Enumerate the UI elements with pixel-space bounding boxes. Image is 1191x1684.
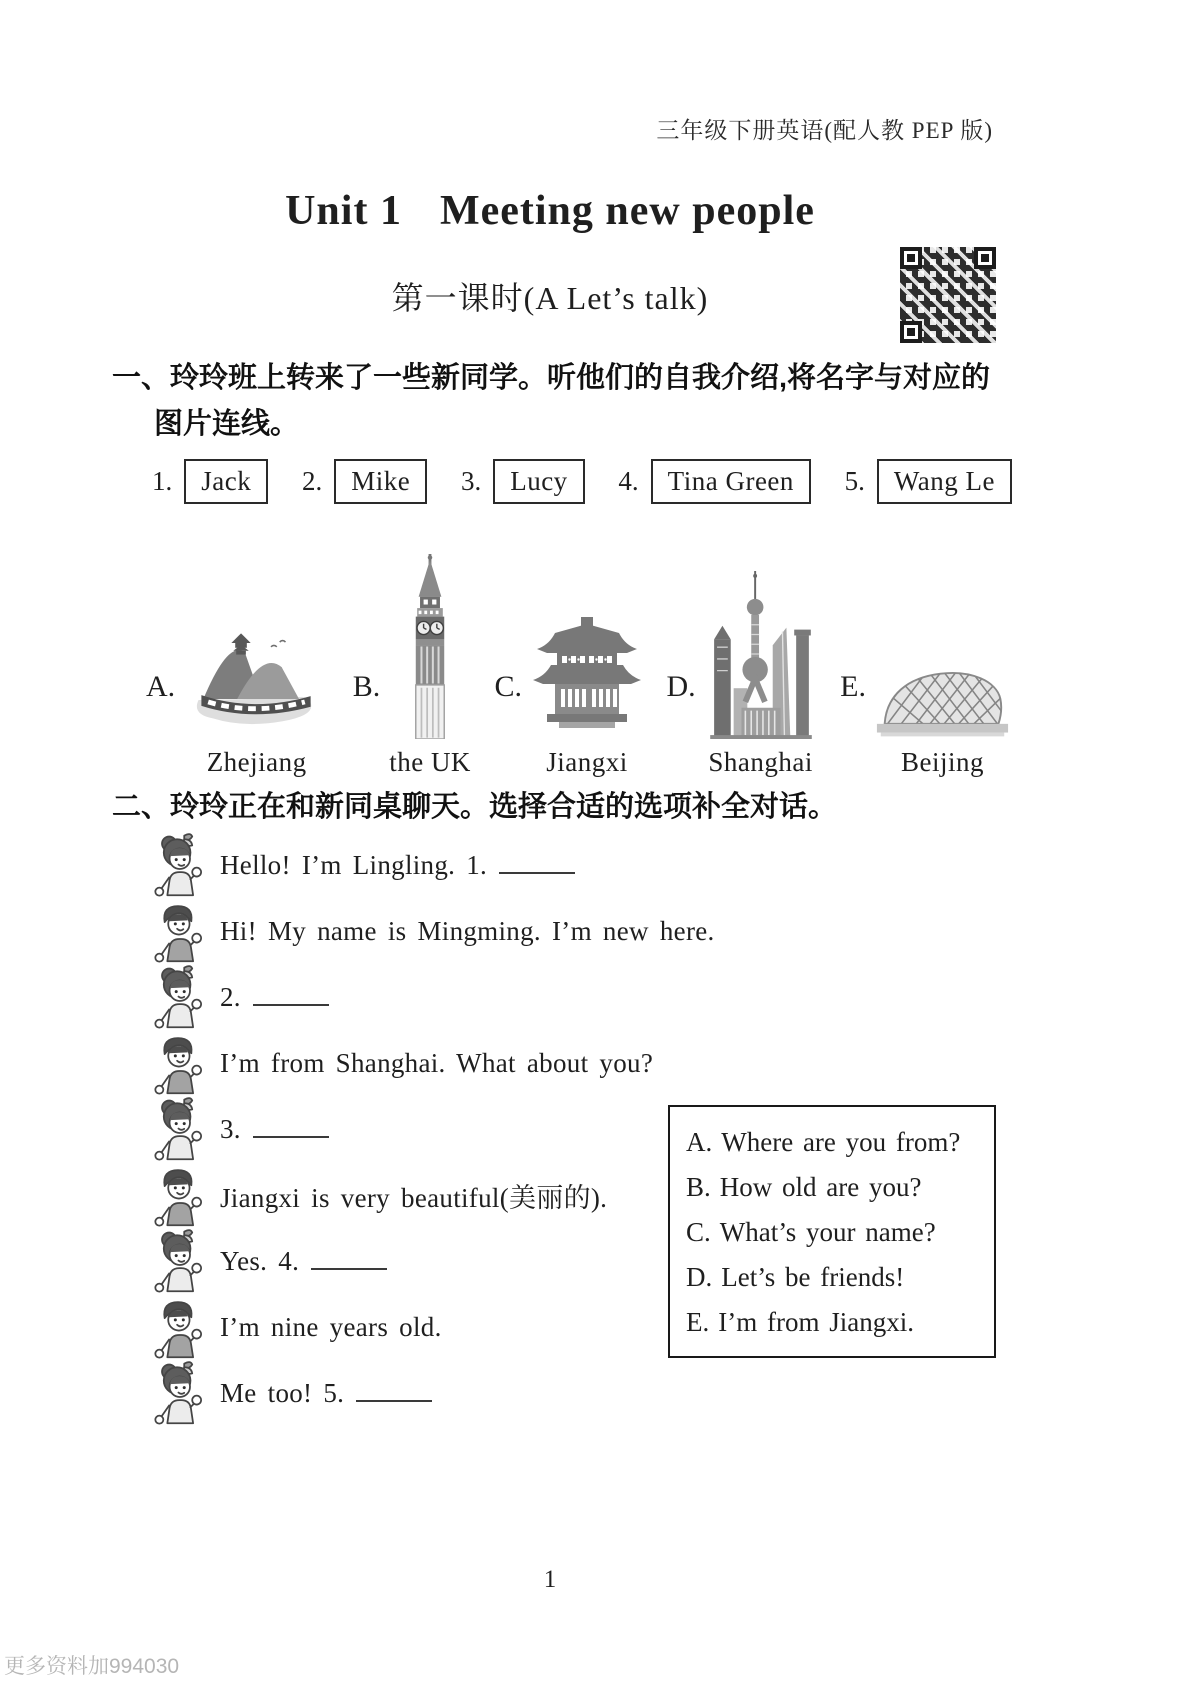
- picture-label: Jiangxi: [546, 747, 628, 777]
- name-number: 4.: [618, 466, 639, 496]
- picture-item: [353, 554, 471, 778]
- option-item: [686, 1300, 986, 1345]
- boy-avatar-icon: [150, 899, 206, 963]
- name-item: [461, 459, 585, 504]
- name-choices-row: [152, 459, 1012, 504]
- option-letter: A.: [686, 1127, 713, 1157]
- option-item: [686, 1255, 986, 1300]
- name-number: 5.: [844, 466, 865, 496]
- page-number: 1: [543, 1566, 557, 1593]
- dialogue-line: [150, 1360, 1191, 1426]
- dialogue-text: Yes. 4.: [220, 1245, 300, 1276]
- answer-blank-3: [253, 1116, 329, 1138]
- picture-label: Zhejiang: [206, 747, 307, 777]
- answer-blank-2: [253, 984, 329, 1006]
- picture-item: [494, 617, 643, 778]
- name-item: [845, 459, 1012, 504]
- name-item: [618, 459, 811, 504]
- name-box: Jack: [184, 459, 268, 504]
- dialogue-text: Hi! My name is Mingming. I’m new here.: [220, 915, 715, 946]
- landmark-pictures-row: [146, 554, 1010, 778]
- big-ben-icon: [401, 554, 459, 739]
- picture-letter: D.: [666, 670, 696, 703]
- picture-item: [840, 647, 1010, 778]
- zhejiang-mountain-bridge-icon: [184, 604, 329, 739]
- name-number: 3.: [460, 466, 482, 496]
- option-letter: C.: [686, 1217, 711, 1247]
- girl-avatar-icon: [150, 1361, 206, 1425]
- unit-topic: Meeting new people: [439, 188, 815, 234]
- dialogue-text: Jiangxi is very beautiful(美丽的).: [220, 1182, 608, 1213]
- section2-heading: 二、玲玲正在和新同桌聊天。选择合适的选项补全对话。: [112, 791, 838, 823]
- qr-code-icon: [900, 247, 996, 343]
- answer-options-box: [668, 1105, 996, 1358]
- girl-avatar-icon: [150, 1229, 206, 1293]
- option-text: Let’s be friends!: [721, 1262, 905, 1292]
- option-text: What’s your name?: [719, 1217, 936, 1247]
- option-text: I’m from Jiangxi.: [718, 1307, 914, 1337]
- picture-label: Beijing: [901, 747, 984, 777]
- name-item: [152, 459, 268, 504]
- dialogue-text: 3.: [220, 1113, 241, 1144]
- picture-label: the UK: [389, 747, 471, 777]
- option-text: Where are you from?: [721, 1127, 961, 1157]
- unit-title: [110, 187, 990, 235]
- option-item: [686, 1120, 986, 1165]
- option-letter: B.: [686, 1172, 711, 1202]
- name-number: 2.: [301, 466, 323, 496]
- picture-item: [666, 571, 816, 778]
- girl-avatar-icon: [150, 965, 206, 1029]
- answer-blank-1: [499, 852, 575, 874]
- name-box: Wang Le: [877, 459, 1012, 504]
- section1-heading: [112, 355, 1022, 447]
- name-box: Mike: [334, 459, 427, 504]
- answer-blank-5: [356, 1380, 432, 1402]
- boy-avatar-icon: [150, 1295, 206, 1359]
- option-letter: D.: [686, 1262, 713, 1292]
- lesson-subtitle: 第一课时(A Let’s talk): [391, 280, 709, 316]
- dialogue-line: [150, 964, 1191, 1030]
- boy-avatar-icon: [150, 1163, 206, 1227]
- option-item: [686, 1165, 986, 1210]
- section1-heading-line2: 图片连线。: [154, 408, 300, 440]
- dialogue-text: Hello! I’m Lingling. 1.: [220, 849, 488, 880]
- dialogue-text: Me too! 5.: [220, 1377, 345, 1408]
- picture-letter: C.: [494, 670, 522, 703]
- picture-letter: A.: [146, 670, 176, 703]
- dialogue-line: [150, 898, 1191, 964]
- name-box: Tina Green: [651, 459, 811, 504]
- dialogue-text: I’m from Shanghai. What about you?: [220, 1047, 654, 1078]
- unit-number: Unit 1: [285, 188, 402, 234]
- edition-note: 三年级下册英语(配人教 PEP 版): [656, 118, 993, 143]
- girl-avatar-icon: [150, 833, 206, 897]
- name-item: [302, 459, 427, 504]
- dialogue-line: [150, 1030, 1191, 1096]
- option-letter: E.: [686, 1307, 710, 1337]
- name-number: 1.: [152, 466, 173, 496]
- section1-heading-line1: 一、玲玲班上转来了一些新同学。听他们的自我介绍,将名字与对应的: [112, 362, 991, 394]
- dialogue-line: [150, 832, 1191, 898]
- answer-blank-4: [311, 1248, 387, 1270]
- dialogue-text: 2.: [220, 981, 241, 1012]
- option-item: [686, 1210, 986, 1255]
- name-box: Lucy: [493, 459, 584, 504]
- girl-avatar-icon: [150, 1097, 206, 1161]
- picture-item: [146, 604, 329, 778]
- boy-avatar-icon: [150, 1031, 206, 1095]
- oriental-pearl-skyline-icon: [705, 571, 817, 739]
- picture-letter: E.: [840, 670, 866, 703]
- option-text: How old are you?: [719, 1172, 922, 1202]
- picture-label: Shanghai: [708, 747, 813, 777]
- picture-letter: B.: [352, 670, 381, 703]
- pavilion-icon: [531, 617, 643, 739]
- watermark-text: 更多资料加994030: [4, 1655, 180, 1678]
- birds-nest-stadium-icon: [875, 647, 1010, 739]
- dialogue-text: I’m nine years old.: [220, 1311, 442, 1342]
